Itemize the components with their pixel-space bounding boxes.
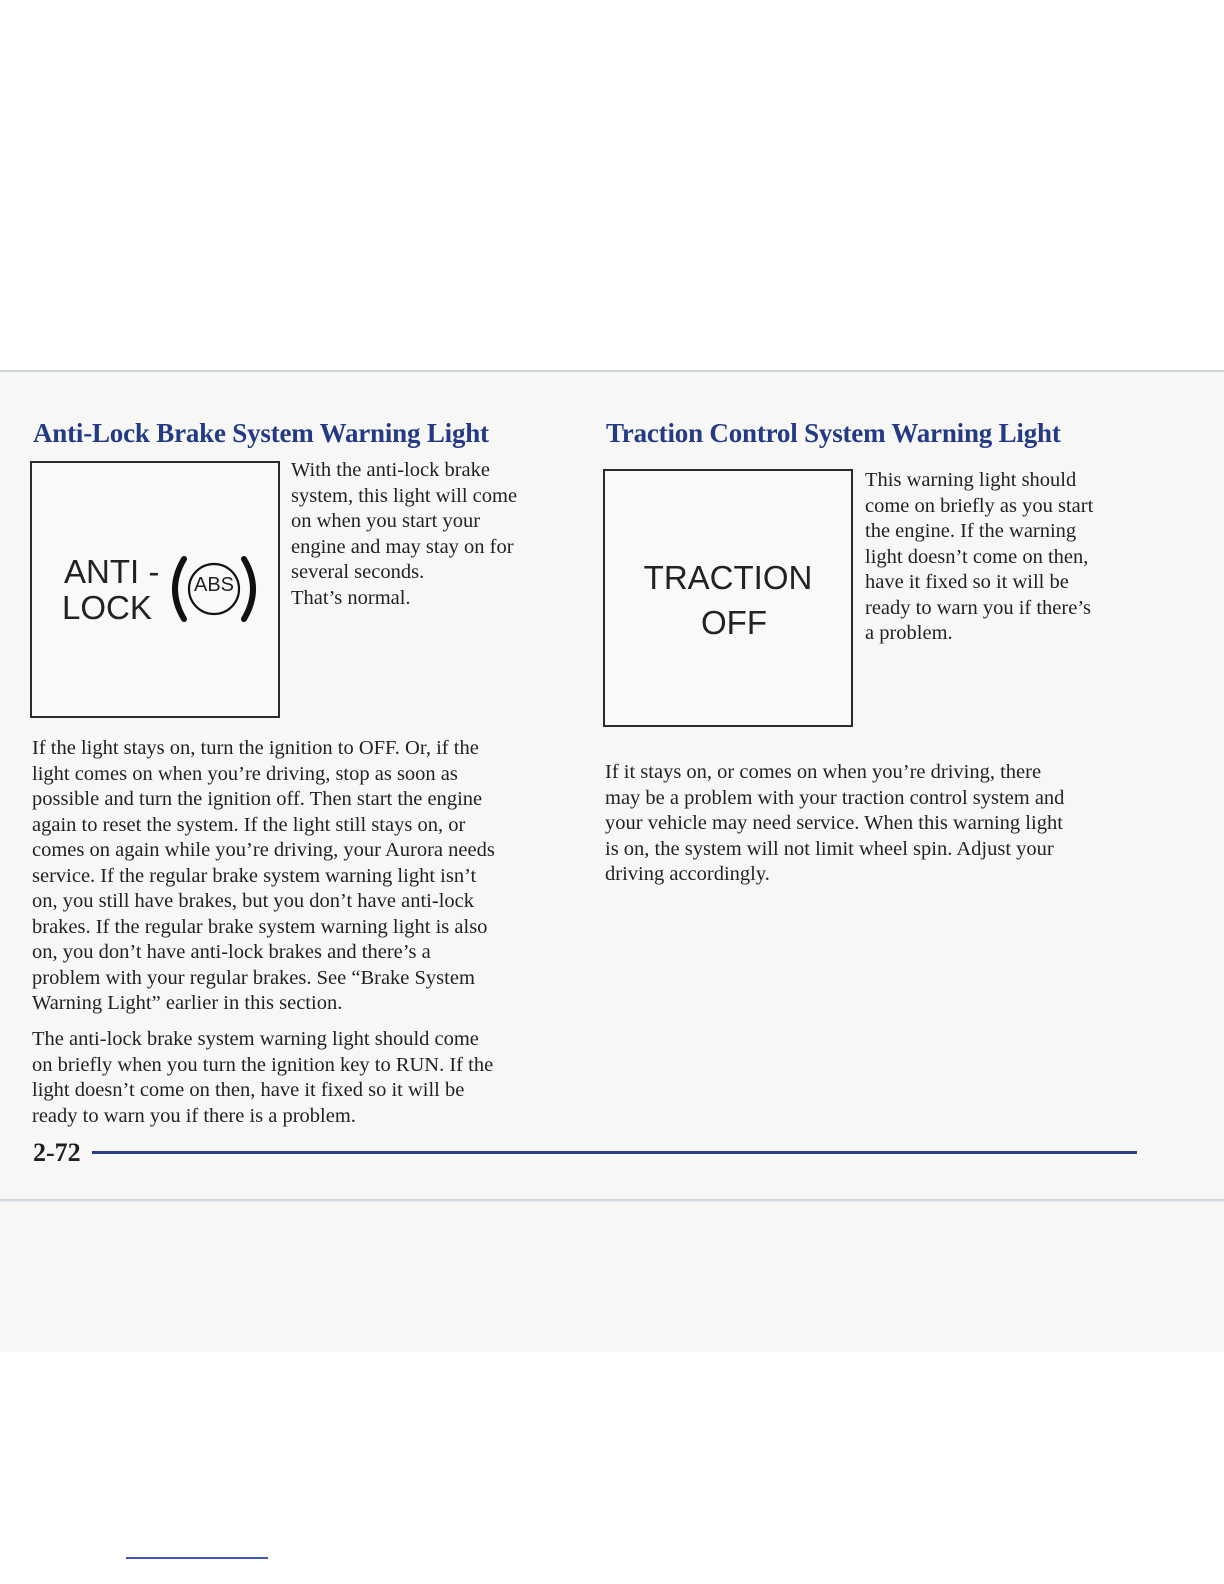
text-line: With the anti-lock brake [291,459,490,481]
text-line: problem with your regular brakes. See “Brake System [32,966,475,989]
text-line: system, this light will come [291,484,518,507]
text-line: light doesn’t come on then, have it fixed so it will be [32,1079,465,1101]
abs-warning-light-illustration [30,461,280,718]
text-line: come on briefly as you start [865,494,1094,517]
bottom-link-underline [126,1557,268,1559]
text-line: Warning Light” earlier in this section. [32,992,343,1014]
text-line: service. If the regular brake system warning light isn’t [32,864,477,887]
text-line: If the light stays on, turn the ignition to OFF. Or, if the [32,737,479,759]
page-number: 2-72 [33,1138,81,1167]
text-line: may be a problem with your traction control system and [605,786,1065,809]
text-line: possible and turn the ignition off. Then start the engine [32,788,483,810]
text-line: your vehicle may need service. When this warning light [605,812,1063,834]
text-line: That’s normal. [291,586,411,609]
text-line: comes on again while you’re driving, your Aurora needs [32,839,495,861]
off-icon-text: OFF [701,604,767,641]
abs-side-text [291,458,517,611]
text-line: have it fixed so it will be [865,571,1069,593]
traction-heading: Traction Control System Warning Light [606,418,1061,448]
text-line: The anti-lock brake system warning light should come [32,1028,479,1050]
text-line: ready to warn you if there is a problem. [32,1104,356,1127]
traction-warning-light-illustration [603,469,853,727]
abs-paragraph-1 [32,736,495,1017]
text-line: again to reset the system. If the light still stays on, or [32,813,466,836]
traction-side-text [865,468,1093,647]
text-line: ready to warn you if there’s [865,596,1091,619]
abs-icon-text-anti: ANTI - [64,553,160,590]
text-line: on when you start your [291,510,481,532]
text-line: on, you still have brakes, but you don’t have anti-lock [32,890,474,912]
text-line: is on, the system will not limit wheel spin. Adjust your [605,837,1054,860]
text-line: If it stays on, or comes on when you’re driving, there [605,761,1042,783]
text-line: This warning light should [865,469,1077,491]
text-line: a problem. [865,622,953,644]
abs-paragraph-2 [32,1027,493,1129]
text-line: light doesn’t come on then, [865,545,1089,568]
band-edge [0,1199,1224,1202]
text-line: brakes. If the regular brake system warning light is also [32,915,488,938]
footer-rule [92,1151,1137,1154]
abs-icon-text-lock: LOCK [62,589,152,626]
text-line: on briefly when you turn the ignition key to RUN. If the [32,1053,494,1076]
abs-badge-text: ABS [193,574,235,596]
traction-paragraph-1 [605,760,1064,888]
text-line: engine and may stay on for [291,535,514,558]
abs-heading: Anti-Lock Brake System Warning Light [33,418,489,448]
text-line: several seconds. [291,561,425,583]
text-line: on, you don’t have anti-lock brakes and there’s a [32,941,431,963]
traction-icon-text: TRACTION [643,559,813,596]
text-line: driving accordingly. [605,863,770,885]
text-line: light comes on when you’re driving, stop as soon as [32,762,458,785]
text-line: the engine. If the warning [865,520,1077,542]
